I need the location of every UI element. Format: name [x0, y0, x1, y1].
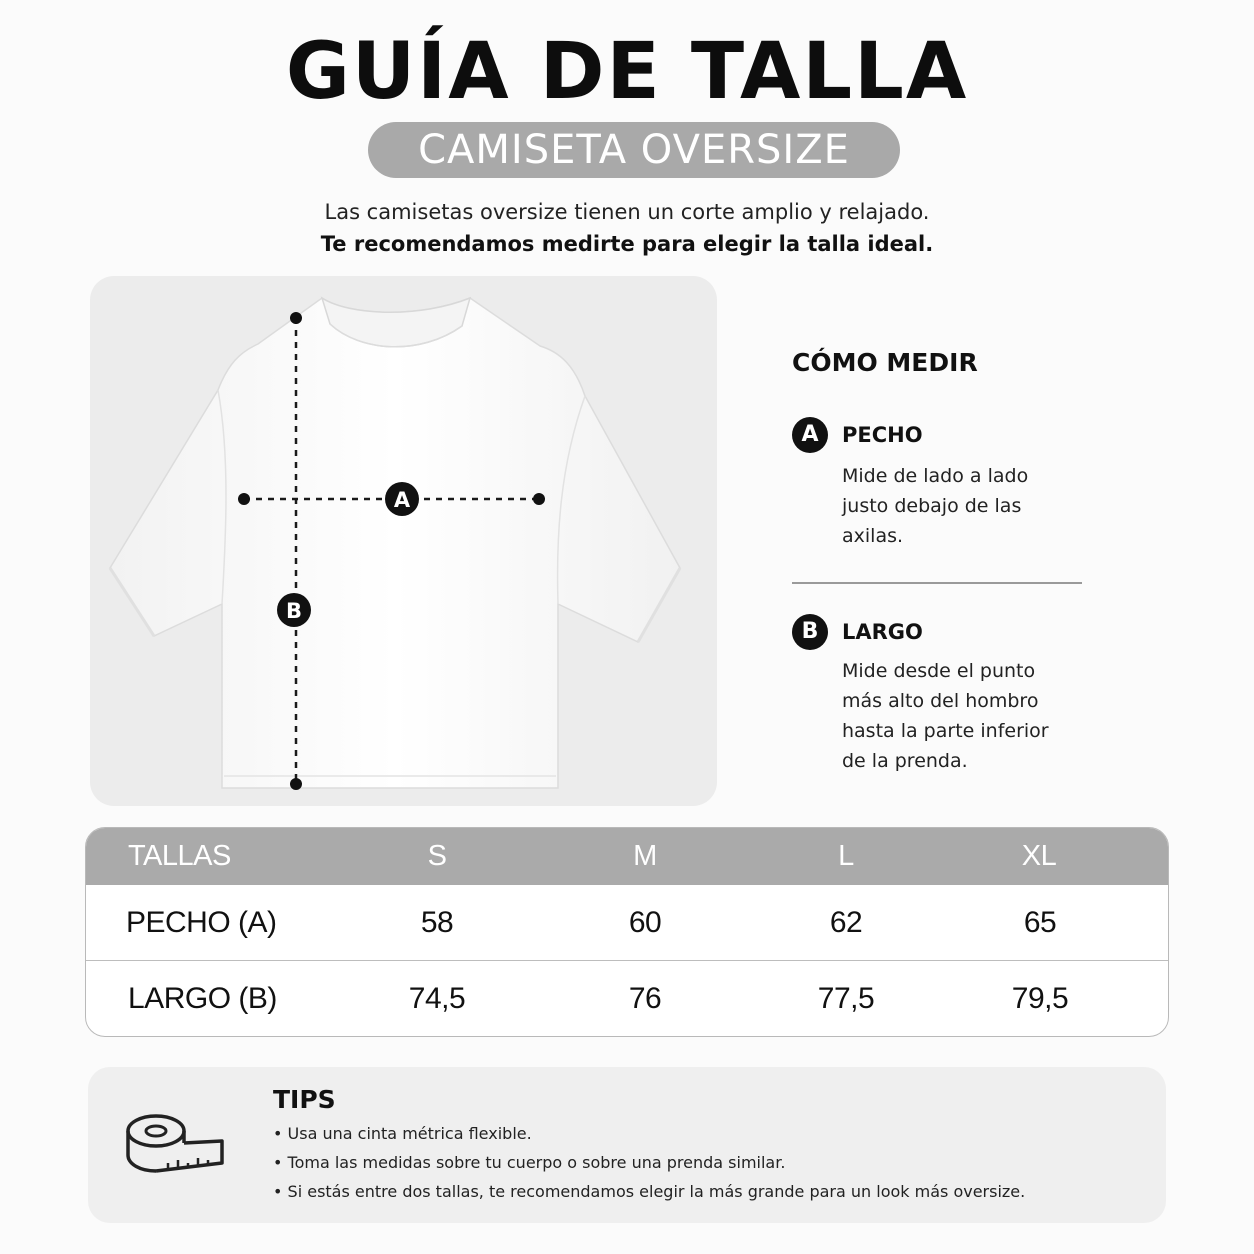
badge-b: B [792, 614, 828, 650]
table-cell: 62 [829, 905, 863, 939]
table-cell: 77,5 [817, 981, 875, 1015]
row-label: LARGO (B) [128, 981, 277, 1015]
measure-length-desc [842, 656, 1082, 776]
measure-chest-title: PECHO [842, 423, 923, 447]
header-cell-m: M [633, 840, 657, 872]
table-cell: 74,5 [408, 981, 466, 1015]
table-header-row [86, 828, 1168, 885]
tips-title: TIPS [273, 1085, 336, 1114]
header-cell-s: S [427, 840, 447, 872]
chest-right-dot [533, 493, 545, 505]
tshirt-diagram-panel [90, 276, 717, 806]
header-cell-xl: XL [1021, 840, 1057, 872]
desc-line: Mide de lado a lado [842, 465, 1029, 487]
length-top-dot [290, 312, 302, 324]
how-to-measure-section [792, 348, 1112, 377]
length-bottom-dot [290, 778, 302, 790]
table-cell: 58 [420, 905, 454, 939]
tip-item: • Si estás entre dos tallas, te recomendamos elegir la más grande para un look más oversize. [273, 1177, 1025, 1206]
marker-a-label: A [393, 488, 411, 512]
intro-line-1: Las camisetas oversize tienen un corte amplio y relajado. [324, 200, 930, 224]
page-title: GUÍA DE TALLA [285, 27, 969, 117]
chest-left-dot [238, 493, 250, 505]
desc-line: más alto del hombro [842, 690, 1039, 712]
marker-b-label: B [285, 599, 303, 623]
intro-line-2: Te recomendamos medirte para elegir la talla ideal. [320, 232, 934, 256]
desc-line: Mide desde el punto [842, 660, 1036, 682]
table-cell: 76 [628, 981, 662, 1015]
desc-line: de la prenda. [842, 750, 968, 772]
badge-a: A [792, 417, 828, 453]
table-row [86, 961, 1168, 1036]
table-cell: 60 [628, 905, 662, 939]
subtitle-pill: CAMISETA OVERSIZE [368, 122, 900, 178]
measure-length-title: LARGO [842, 620, 923, 644]
header-cell-l: L [838, 840, 854, 872]
table-cell: 79,5 [1011, 981, 1069, 1015]
row-label: PECHO (A) [126, 905, 277, 939]
table-cell: 65 [1023, 905, 1057, 939]
section-divider [792, 582, 1082, 584]
tshirt-shape [110, 298, 680, 788]
intro-text [0, 196, 1254, 260]
size-table [85, 827, 1169, 1037]
desc-line: hasta la parte inferior [842, 720, 1049, 742]
tips-list [273, 1119, 1025, 1206]
tip-item: • Usa una cinta métrica flexible. [273, 1119, 1025, 1148]
tshirt-diagram [90, 276, 717, 806]
measure-chest-desc [842, 461, 1082, 551]
desc-line: justo debajo de las [842, 495, 1022, 517]
tip-item: • Toma las medidas sobre tu cuerpo o sobre una prenda similar. [273, 1148, 1025, 1177]
desc-line: axilas. [842, 525, 904, 547]
header-cell-tallas: TALLAS [128, 840, 231, 872]
tips-panel [88, 1067, 1166, 1223]
measuring-tape-icon [126, 1113, 226, 1181]
how-to-measure-title: CÓMO MEDIR [792, 348, 978, 377]
table-row [86, 885, 1168, 961]
